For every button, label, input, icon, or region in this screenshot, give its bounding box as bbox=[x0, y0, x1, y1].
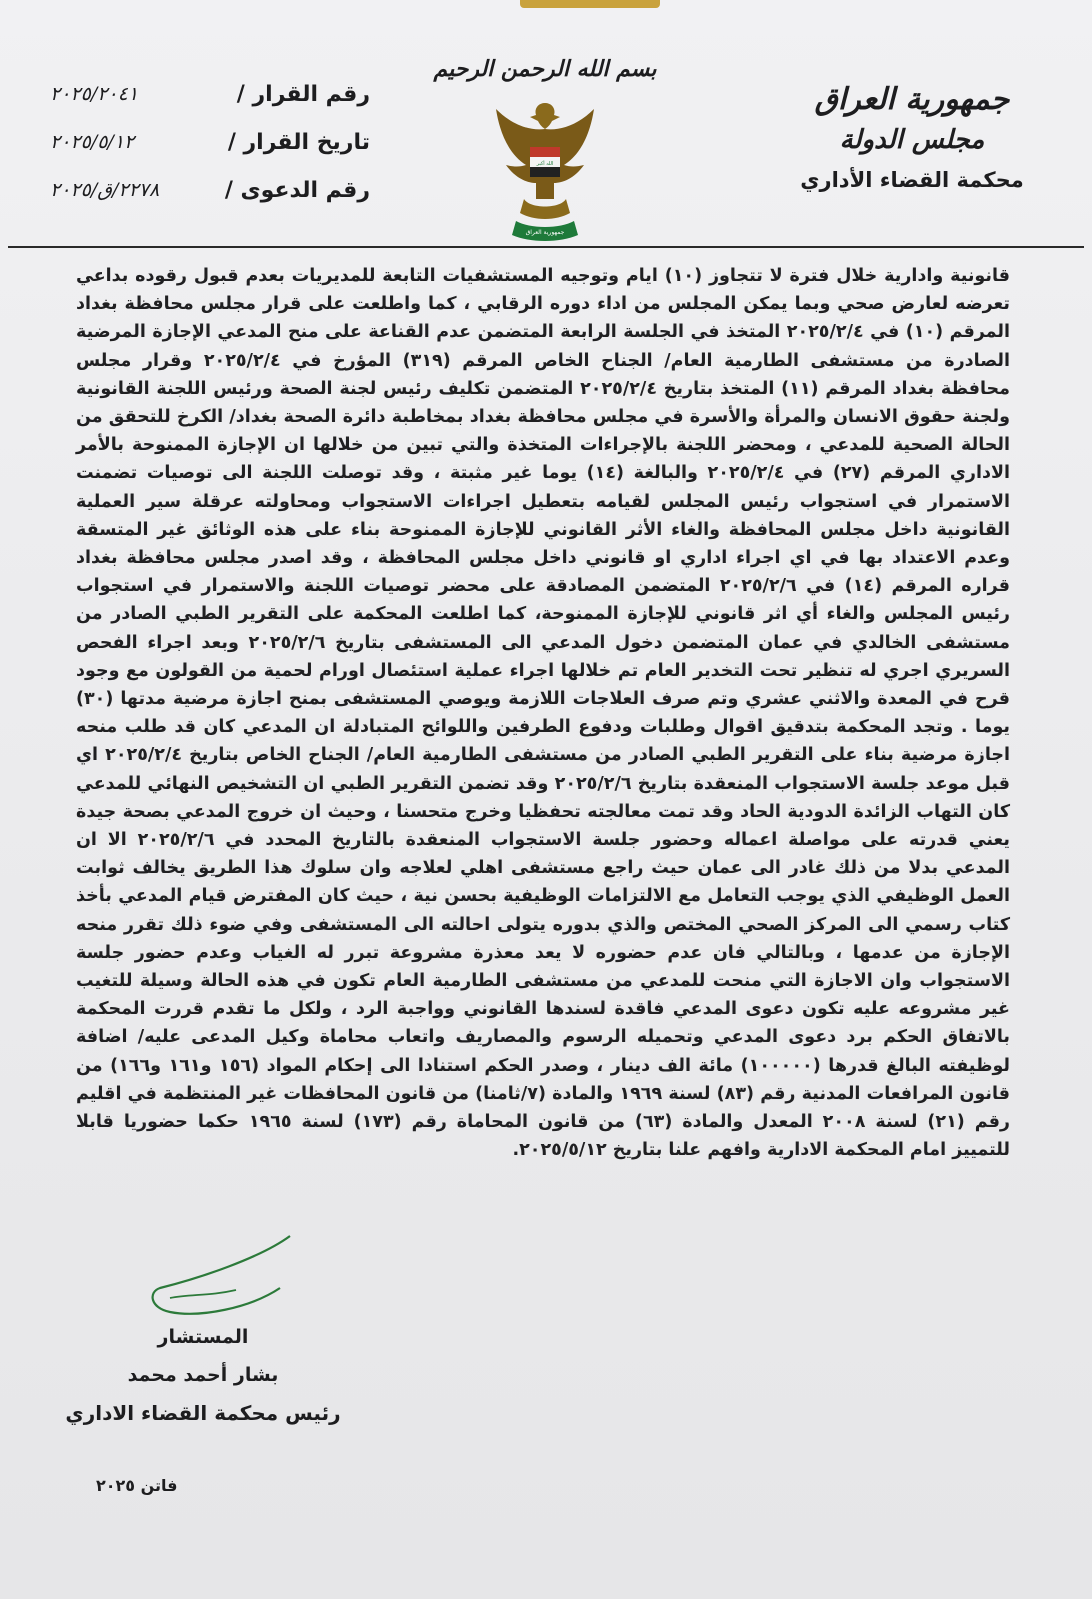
council-name: مجلس الدولة bbox=[839, 125, 985, 155]
body-paragraph: قانونية وادارية خلال فترة لا تتجاوز (١٠) ايام وتوجيه المستشفيات التابعة للمديريات بعدم قبول رقوده بداعي تعرضه لعارض صحي وبما يمكن المجلس من اداء دوره الرقابي ، كما واطلعت على قرار مجلس محافظة بغداد المرقم (١٠) في ٢٠٢٥/٢/٤ المتخذ في الجلسة الرابعة المتضمن عدم القناعة على منح المدعي الإجازة المرضية الصادرة من مستشفى الطارمية العام/ الجناح الخاص المرقم (٣١٩) المؤرخ في ٢٠٢٥/٢/٤ وقرار مجلس محافظة بغداد المرقم (١١) المتخذ بتاريخ ٢٠٢٥/٢/٤ المتضمن تكليف رئيس لجنة الصحة ورئيس اللجنة القانونية ولجنة حقوق الانسان والمرأة والأسرة في مجلس محافظة بغداد بمخاطبة دائرة الصحة بغداد/ الكرخ للتحقق من الحالة الصحية للمدعي ، ومحضر اللجنة بالإجراءات المتخذة والتي تبين من خلالها ان الإجازة الممنوحة بالأمر الاداري المرقم (٢٧) في ٢٠٢٥/٢/٤ والبالغة (١٤) يوما غير مثبتة ، وقد توصلت اللجنة الى توصيات تضمنت الاستمرار في استجواب رئيس المجلس لقيامه بتعطيل اجراءات الاستجواب ومحاولته عرقلة سير العملية القانونية داخل مجلس المحافظة والغاء الأثر القانوني للإجازة الممنوحة بناء على هذه الوثائق غير المتسقة وعدم الاعتداد بها في اي اجراء اداري او قانوني داخل مجلس المحافظة ، وقد اصدر مجلس محافظة بغداد قراره المرقم (١٤) في ٢٠٢٥/٢/٦ المتضمن المصادقة على محضر توصيات اللجنة والاستمرار في استجواب رئيس المجلس والغاء أي اثر قانوني للإجازة الممنوحة، كما اطلعت المحكمة على التقرير الطبي الصادر من مستشفى الخالدي في عمان المتضمن دخول المدعي الى المستشفى بتاريخ ٢٠٢٥/٢/٦ وبعد اجراء الفحص السريري اجري له تنظير تحت التخدير العام تم خلالها اجراء عملية استئصال اورام لحمية من القولون مع وجود قرح في المعدة والاثني عشري وتم صرف العلاجات اللازمة ويوصي المستشفى بمنح اجازة مرضية مدتها (٣٠) يوما . وتجد المحكمة بتدقيق اقوال وطلبات ودفوع الطرفين واللوائح المتبادلة ان المدعي كان قد طلب منحه اجازة مرضية بناء على التقرير الطبي الصادر من مستشفى الطارمية العام/ الجناح الخاص بتاريخ ٢٠٢٥/٢/٤ اي قبل موعد جلسة الاستجواب المنعقدة بتاريخ ٢٠٢٥/٢/٦ وقد تضمن التقرير الطبي ان التشخيص النهائي للمدعي كان التهاب الزائدة الدودية الحاد وقد تمت معالجته تحفظيا وخرج متحسنا ، وحيث ان خروج المدعي بصحة جيدة يعني قدرته على مواصلة اعماله وحضور جلسة الاستجواب المنعقدة بالتاريخ المحدد في ٢٠٢٥/٢/٦ الا ان المدعي بدلا من ذلك غادر الى عمان حيث راجع مستشفى اهلي لعلاجه وان سلوك هذا الطريق يخالف ثوابت العمل الوظيفي الذي يوجب التعامل مع الالتزامات الوظيفية بحسن نية ، حيث كان المفترض قيام المدعي بأخذ كتاب رسمي الى المركز الصحي المختص والذي بدوره يتولى احالته الى المستشفى وفي ضوء ذلك تقرر منحه الإجازة من عدمها ، وبالتالي فان عدم حضوره لا يعد معذرة مشروعة تبرر له الغياب وعدم حضور جلسة الاستجواب وان الاجازة التي منحت للمدعي من مستشفى الطارمية العام تكون في هذه الحالة وسيلة للتغيب غير مشروعه عليه تكون دعوى المدعي فاقدة لسندها القانوني وواجبة الرد ، bbox=[76, 266, 1011, 1020]
decision-text bbox=[76, 262, 1010, 1165]
decision-date-row bbox=[50, 118, 370, 166]
signature-block bbox=[38, 1318, 368, 1432]
header-divider bbox=[8, 246, 1084, 248]
decision-number-row bbox=[50, 70, 370, 118]
issuer-block bbox=[792, 80, 1032, 200]
decision-body bbox=[76, 262, 1010, 1165]
ruling-text: ولكل ما تقدم قررت المحكمة بالاتفاق الحكم برد دعوى المدعي وتحميله الرسوم والمصاريف واتعاب محاماة وكيل المدعى عليه/ اضافة لوظيفته البالغ قدرها (١٠٠٠٠٠) مائة الف دينار bbox=[76, 999, 1010, 1076]
case-number-value: ٢٢٧٨/ق/٢٠٢٥ bbox=[50, 179, 160, 201]
typist-initials: فاتن ٢٠٢٥ bbox=[96, 1476, 178, 1495]
iraq-eagle-emblem-icon bbox=[490, 95, 600, 245]
decision-date-label: تاريخ القرار / bbox=[227, 129, 370, 155]
legal-basis-text: ، وصدر الحكم استنادا الى إحكام المواد (١٥٦ و١٦١ و١٦٦) من قانون المرافعات المدنية رقم (٨٣) لسنة ١٩٦٩ والمادة (٧/ثامنا) من قانون المحافظات غير المنتظمة في اقليم رقم (٢١) لسنة ٢٠٠٨ المعدل والمادة (٦٣) من قانون المحاماة رقم (١٧٣) لسنة ١٩٦٥ حكما حضوريا قابلا للتمييز امام المحكمة الادارية وافهم علنا بتاريخ ٢٠٢٥/٥/١٢. bbox=[76, 1055, 1010, 1161]
case-number-label: رقم الدعوى / bbox=[224, 177, 370, 203]
emblem-inscription: الله أكبر bbox=[536, 161, 554, 167]
handwritten-signature-icon bbox=[140, 1228, 300, 1328]
signatory-name: بشار أحمد محمد bbox=[127, 1364, 279, 1386]
decision-date-value: ٢٠٢٥/٥/١٢ bbox=[50, 131, 135, 153]
decision-info-block bbox=[50, 70, 370, 214]
emblem-ribbon-text: جمهورية العراق bbox=[525, 229, 565, 236]
case-number-row bbox=[50, 166, 370, 214]
court-name: محكمة القضاء الأداري bbox=[800, 168, 1024, 192]
basmala: بسم الله الرحمن الرحيم bbox=[433, 56, 657, 82]
republic-name: جمهورية العراق bbox=[814, 82, 1010, 117]
decision-number-label: رقم القرار / bbox=[236, 81, 370, 107]
signatory-title: المستشار bbox=[157, 1326, 249, 1348]
signatory-position: رئيس محكمة القضاء الاداري bbox=[65, 1401, 341, 1425]
decision-number-value: ٢٠٢٥/٢٠٤١ bbox=[50, 83, 139, 105]
top-edge-strip bbox=[520, 0, 660, 8]
